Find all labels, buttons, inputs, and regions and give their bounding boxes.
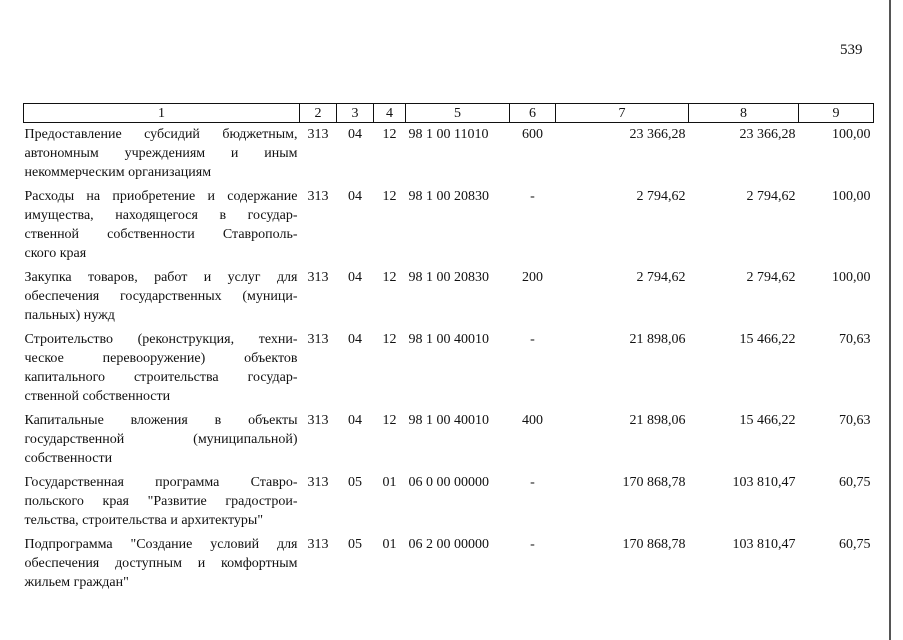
budget-table xyxy=(23,103,874,595)
cell-ministry-code: 313 xyxy=(307,537,329,552)
cell-description xyxy=(24,471,300,533)
table-row xyxy=(24,409,874,471)
cell-target-article: 98 1 00 20830 xyxy=(408,270,489,285)
header-col-8: 8 xyxy=(689,104,799,123)
cell-executed-amount: 15 466,22 xyxy=(739,332,796,347)
description-line: Расходы на приобретение и содержание xyxy=(24,189,298,204)
cell-percent: 70,63 xyxy=(839,332,871,347)
cell-planned-amount: 23 366,28 xyxy=(629,127,686,142)
table-row xyxy=(24,185,874,266)
header-col-1: 1 xyxy=(24,104,300,123)
header-col-5: 5 xyxy=(406,104,510,123)
cell-target-article: 98 1 00 40010 xyxy=(408,332,489,347)
cell-section: 04 xyxy=(348,127,362,142)
cell-subsection: 12 xyxy=(382,413,397,428)
page-edge xyxy=(889,0,891,640)
description-line: Строительство (реконструкция, техни- xyxy=(24,332,298,347)
cell-executed-amount: 2 794,62 xyxy=(746,270,796,285)
description-line: обеспечения доступным и комфортным xyxy=(24,556,298,571)
header-col-3: 3 xyxy=(337,104,374,123)
cell-percent: 100,00 xyxy=(832,270,871,285)
description-line: ского края xyxy=(24,246,87,261)
cell-executed-amount: 15 466,22 xyxy=(739,413,796,428)
cell-planned-amount: 2 794,62 xyxy=(636,189,686,204)
page-number: 539 xyxy=(840,42,863,58)
cell-subsection: 01 xyxy=(382,537,397,552)
cell-description xyxy=(24,409,300,471)
cell-expense-type: - xyxy=(530,332,535,347)
cell-section: 04 xyxy=(348,332,362,347)
description-line: капитального строительства государ- xyxy=(24,370,298,385)
description-line: Предоставление субсидий бюджетным, xyxy=(24,127,298,142)
cell-expense-type: 600 xyxy=(522,127,543,142)
cell-section: 04 xyxy=(348,270,362,285)
cell-expense-type: 400 xyxy=(522,413,543,428)
header-col-4: 4 xyxy=(374,104,406,123)
table-row xyxy=(24,123,874,186)
description-line: ческое перевооружение) объектов xyxy=(24,351,298,366)
cell-planned-amount: 170 868,78 xyxy=(622,475,686,490)
cell-percent: 70,63 xyxy=(839,413,871,428)
cell-executed-amount: 2 794,62 xyxy=(746,189,796,204)
header-row xyxy=(24,104,874,123)
cell-description xyxy=(24,328,300,409)
cell-percent: 60,75 xyxy=(839,475,871,490)
cell-expense-type: - xyxy=(530,189,535,204)
cell-target-article: 06 2 00 00000 xyxy=(408,537,489,552)
description-line: ственной собственности xyxy=(24,389,171,404)
table-row xyxy=(24,328,874,409)
description-line: пальных) нужд xyxy=(24,308,115,323)
cell-planned-amount: 21 898,06 xyxy=(629,332,686,347)
cell-description xyxy=(24,185,300,266)
cell-expense-type: - xyxy=(530,537,535,552)
header-col-9: 9 xyxy=(799,104,874,123)
description-line: имущества, находящегося в государ- xyxy=(24,208,298,223)
description-line: государственной (муниципальной) xyxy=(24,432,298,447)
cell-ministry-code: 313 xyxy=(307,189,329,204)
cell-percent: 100,00 xyxy=(832,127,871,142)
cell-planned-amount: 2 794,62 xyxy=(636,270,686,285)
cell-subsection: 12 xyxy=(382,332,397,347)
cell-ministry-code: 313 xyxy=(307,332,329,347)
cell-executed-amount: 103 810,47 xyxy=(732,537,796,552)
description-line: обеспечения государственных (муници- xyxy=(24,289,298,304)
cell-ministry-code: 313 xyxy=(307,475,329,490)
description-line: некоммерческим организациям xyxy=(24,165,212,180)
cell-target-article: 06 0 00 00000 xyxy=(408,475,489,490)
cell-description xyxy=(24,266,300,328)
cell-description xyxy=(24,123,300,186)
cell-target-article: 98 1 00 20830 xyxy=(408,189,489,204)
description-line: собственности xyxy=(24,451,113,466)
cell-section: 05 xyxy=(348,537,362,552)
table-row xyxy=(24,266,874,328)
cell-subsection: 12 xyxy=(382,127,397,142)
cell-ministry-code: 313 xyxy=(307,413,329,428)
table-row xyxy=(24,533,874,595)
table-row xyxy=(24,471,874,533)
cell-expense-type: 200 xyxy=(522,270,543,285)
cell-percent: 100,00 xyxy=(832,189,871,204)
cell-percent: 60,75 xyxy=(839,537,871,552)
cell-executed-amount: 23 366,28 xyxy=(739,127,796,142)
cell-expense-type: - xyxy=(530,475,535,490)
cell-description xyxy=(24,533,300,595)
cell-target-article: 98 1 00 11010 xyxy=(408,127,489,142)
cell-planned-amount: 21 898,06 xyxy=(629,413,686,428)
cell-ministry-code: 313 xyxy=(307,270,329,285)
cell-subsection: 01 xyxy=(382,475,397,490)
description-line: Подпрограмма "Создание условий для xyxy=(24,537,298,552)
cell-subsection: 12 xyxy=(382,270,397,285)
description-line: Закупка товаров, работ и услуг для xyxy=(24,270,298,285)
cell-section: 04 xyxy=(348,189,362,204)
description-line: автономным учреждениям и иным xyxy=(24,146,298,161)
description-line: ственной собственности Ставрополь- xyxy=(24,227,298,242)
cell-planned-amount: 170 868,78 xyxy=(622,537,686,552)
description-line: Государственная программа Ставро- xyxy=(24,475,298,490)
description-line: польского края "Развитие градострои- xyxy=(24,494,298,509)
description-line: Капитальные вложения в объекты xyxy=(24,413,298,428)
header-col-6: 6 xyxy=(510,104,556,123)
header-col-2: 2 xyxy=(300,104,337,123)
cell-section: 04 xyxy=(348,413,362,428)
cell-ministry-code: 313 xyxy=(307,127,329,142)
description-line: жильем граждан" xyxy=(24,575,129,590)
cell-target-article: 98 1 00 40010 xyxy=(408,413,489,428)
cell-executed-amount: 103 810,47 xyxy=(732,475,796,490)
cell-subsection: 12 xyxy=(382,189,397,204)
header-col-7: 7 xyxy=(556,104,689,123)
cell-section: 05 xyxy=(348,475,362,490)
description-line: тельства, строительства и архитектуры" xyxy=(24,513,264,528)
